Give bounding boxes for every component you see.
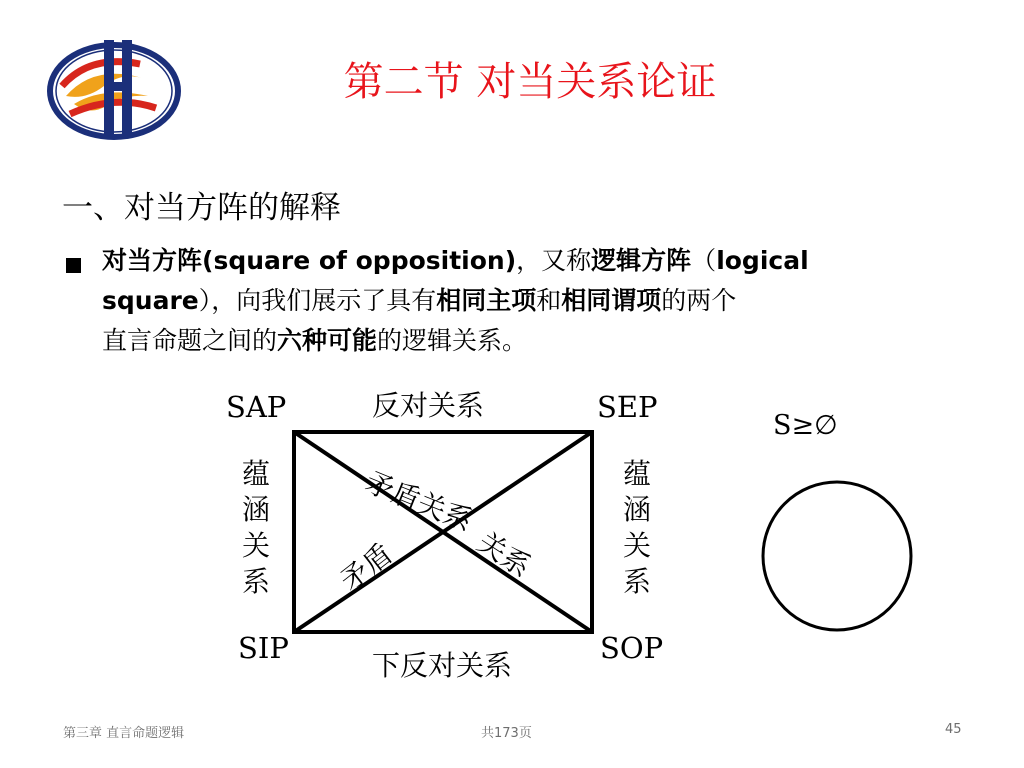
term-same-subject: 相同主项	[436, 286, 537, 315]
class-circle	[763, 482, 911, 630]
corner-label-sap: SAP	[226, 390, 287, 424]
section-heading: 一、对当方阵的解释	[62, 190, 341, 226]
char: 蕴	[241, 457, 270, 490]
char: 系	[241, 565, 270, 598]
footer-page-number: 45	[945, 722, 962, 737]
char: 蕴	[622, 457, 651, 490]
corner-label-sip: SIP	[238, 631, 289, 665]
text-segment: （	[691, 246, 717, 275]
term-six-possibilities: 六种可能	[277, 326, 378, 355]
term-square-of-opposition: 对当方阵	[102, 246, 203, 275]
nonempty-condition: S≥∅	[773, 410, 838, 441]
label-contradictory-lower-left: 矛盾	[334, 537, 399, 598]
corner-label-sop: SOP	[600, 631, 664, 665]
label-subalternation-left	[240, 456, 272, 600]
footer-chapter: 第三章 直言命题逻辑	[63, 726, 185, 741]
char: 系	[622, 565, 651, 598]
char: 涵	[241, 493, 270, 526]
label-contradictory-upper: 矛盾关系	[360, 465, 477, 538]
footer-total-pages: 共173页	[481, 726, 532, 741]
label-subalternation-right	[621, 456, 653, 600]
term-english: square	[102, 286, 199, 315]
char: 涵	[622, 493, 651, 526]
label-contradictory-lower-right: 关系	[471, 525, 537, 584]
text-segment: 直言命题之间的	[102, 326, 278, 355]
term-english: logical	[716, 246, 809, 275]
char: 关	[241, 529, 270, 562]
label-subcontrary: 下反对关系	[372, 649, 513, 682]
text-segment: 和	[536, 286, 562, 315]
label-contrary: 反对关系	[372, 389, 485, 422]
char: 关	[622, 529, 651, 562]
corner-label-sep: SEP	[597, 390, 658, 424]
text-segment: ），向我们展示了具有	[198, 286, 437, 315]
term-english: (square of opposition)	[202, 246, 517, 275]
term-same-predicate: 相同谓项	[561, 286, 662, 315]
slide-title: 第二节 对当关系论证	[343, 59, 717, 105]
term-logical-square: 逻辑方阵	[591, 246, 692, 275]
text-segment: ，又称	[516, 246, 592, 275]
text-segment: 的逻辑关系。	[377, 326, 528, 355]
text-segment: 的两个	[661, 286, 737, 315]
